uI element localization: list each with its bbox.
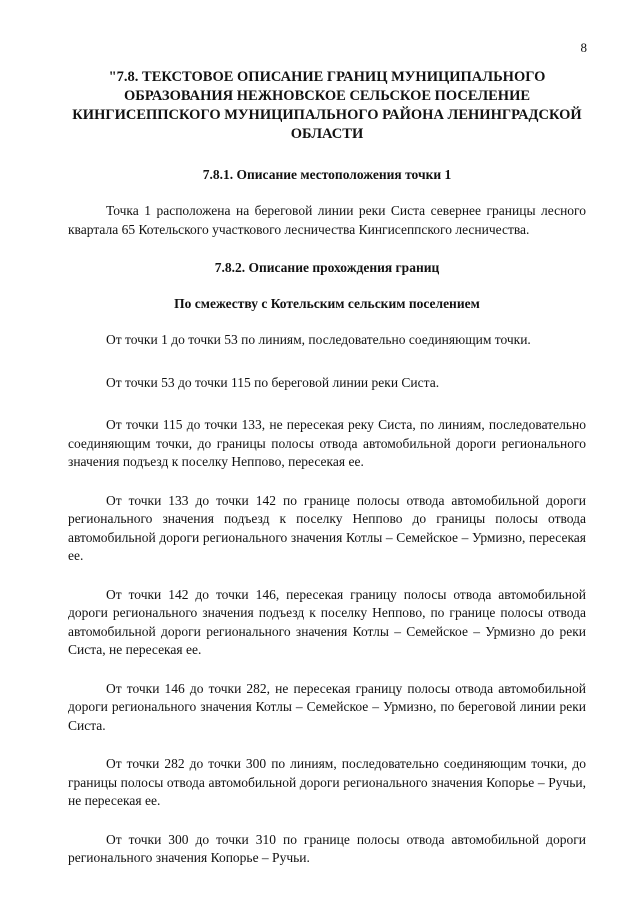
boundary-paragraph-3: От точки 115 до точки 133, не пересекая реку Систа, по линиям, последовательно соединяющим точки, до границы полосы отвода автомобильной дороги регионального значения подъезд к поселку Неппово, пересекая ее. bbox=[68, 417, 586, 469]
document-body bbox=[68, 68, 586, 888]
boundary-paragraph-8: От точки 300 до точки 310 по границе полосы отвода автомобильной дороги регионального значения Копорье – Ручьи. bbox=[68, 831, 586, 865]
section-1-paragraph: Точка 1 расположена на береговой линии реки Систа севернее границы лесного квартала 65 Котельского участкового лесничества Кингисеппского лесничества. bbox=[68, 203, 586, 237]
boundary-paragraph-5: От точки 142 до точки 146, пересекая границу полосы отвода автомобильной дороги регионального значения подъезд к поселку Неппово, по границе полосы отвода автомобильной дороги регионального значения Котлы – Семейское – Урмизно до реки Систа, не пересекая ее. bbox=[68, 586, 586, 657]
boundary-paragraph-4: От точки 133 до точки 142 по границе полосы отвода автомобильной дороги регионального значения подъезд к поселку Неппово до границы полосы отвода автомобильной дороги регионального значения Котлы – Семейское – Урмизно, пересекая ее. bbox=[68, 492, 586, 563]
boundary-paragraph-6: От точки 146 до точки 282, не пересекая границу полосы отвода автомобильной дороги регионального значения Котлы – Семейское – Урмизно, по береговой линии реки Систа. bbox=[68, 680, 586, 733]
section-2-heading: 7.8.2. Описание прохождения границ bbox=[214, 260, 440, 275]
section-1-heading: 7.8.1. Описание местоположения точки 1 bbox=[202, 167, 452, 182]
boundary-paragraph-2: От точки 53 до точки 115 по береговой линии реки Систа. bbox=[106, 374, 440, 390]
section-2-subheading: По смежеству с Котельским сельским поселением bbox=[174, 296, 480, 311]
boundary-paragraph-1: От точки 1 до точки 53 по линиям, последовательно соединяющим точки. bbox=[106, 332, 531, 347]
document-title: "7.8. ТЕКСТОВОЕ ОПИСАНИЕ ГРАНИЦ МУНИЦИПАЛЬНОГО ОБРАЗОВАНИЯ НЕЖНОВСКОЕ СЕЛЬСКОЕ ПОСЕЛЕНИЕ КИНГИСЕППСКОГО МУНИЦИПАЛЬНОГО РАЙОНА ЛЕНИНГРАДСКОЙ ОБЛАСТИ bbox=[72, 69, 582, 142]
page-number: 8 bbox=[580, 40, 587, 55]
boundary-paragraph-7: От точки 282 до точки 300 по линиям, последовательно соединяющим точки, до границы полосы отвода автомобильной дороги регионального значения Копорье – Ручьи, не пересекая ее. bbox=[68, 756, 586, 808]
